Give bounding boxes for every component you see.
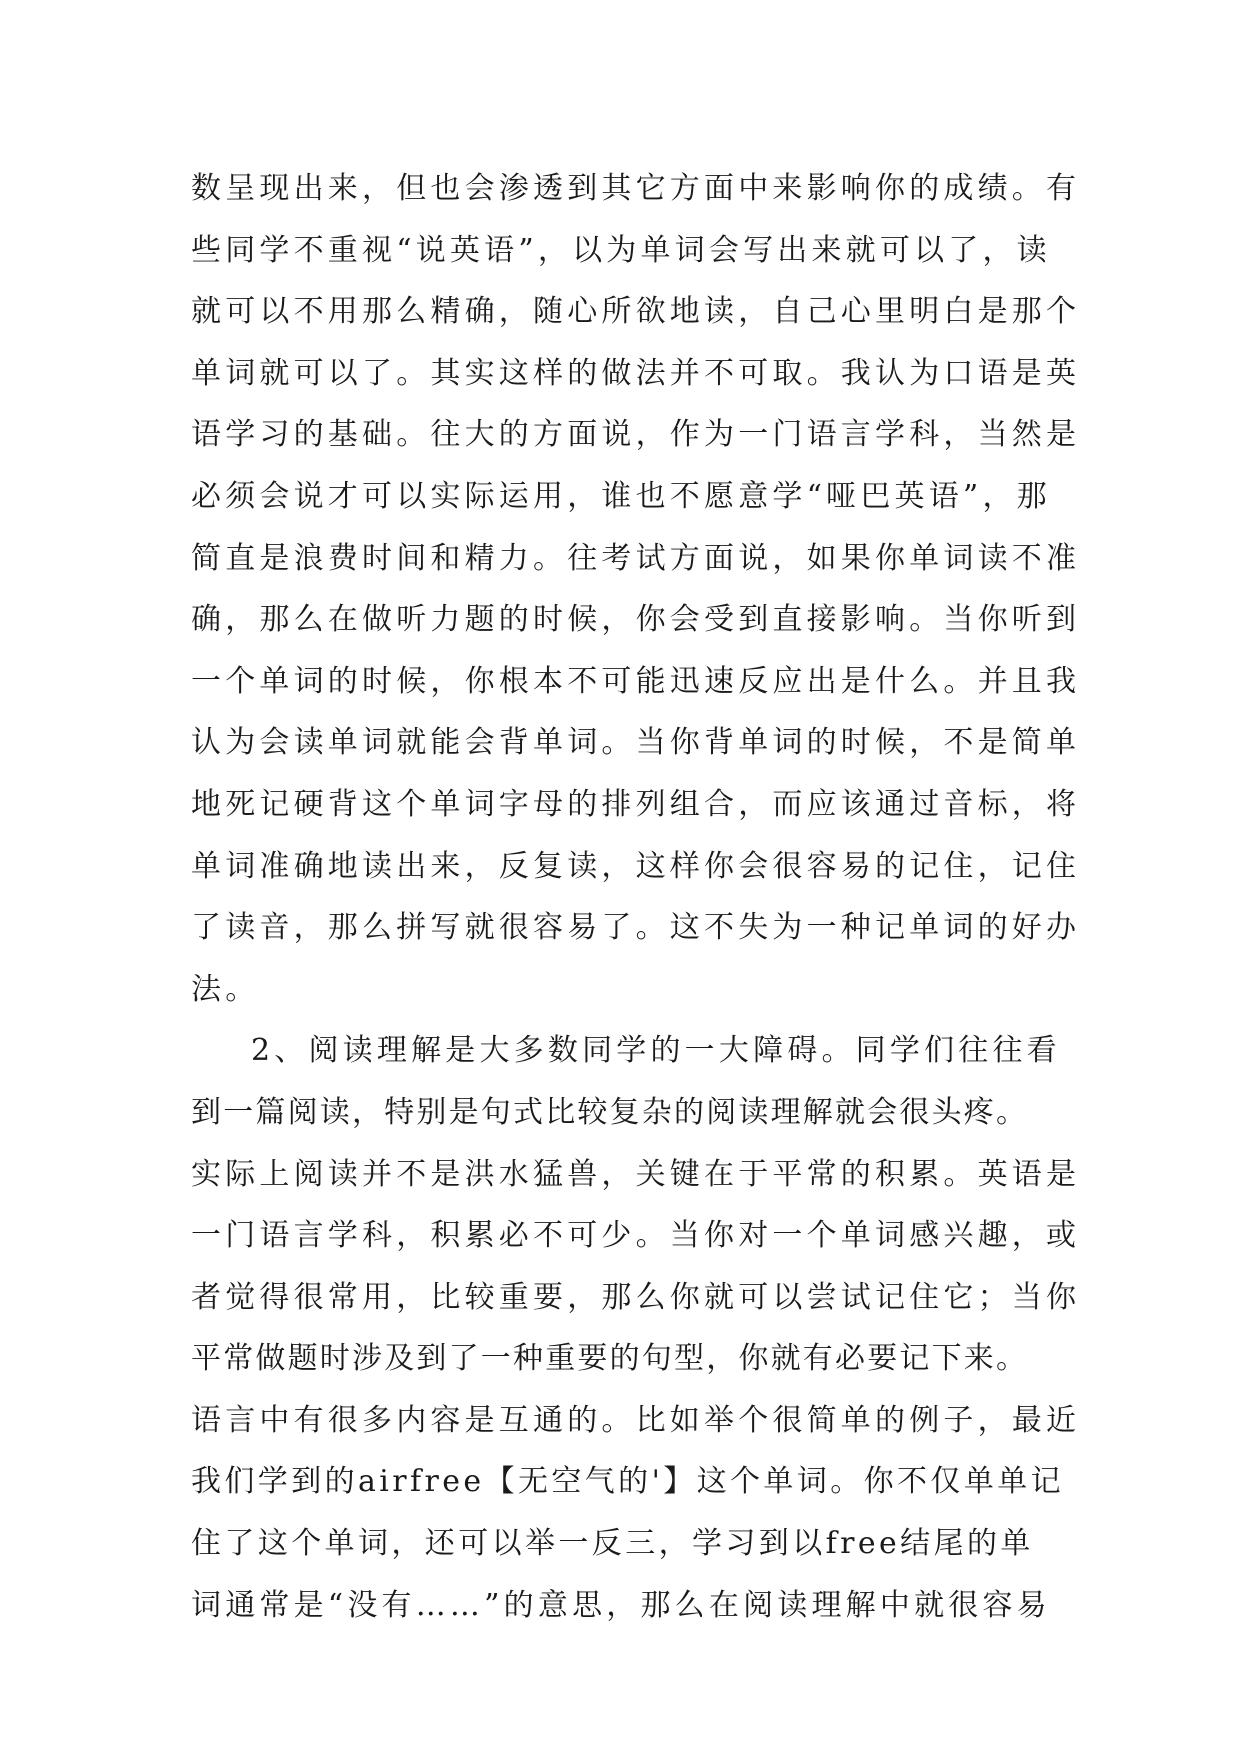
text-line: 我们学到的airfree【无空气的'】这个单词。你不仅单单记 — [191, 1464, 1065, 1500]
text-line: 单词准确地读出来，反复读，这样你会很容易的记住，记住 — [191, 848, 1081, 884]
text-line: 者觉得很常用，比较重要，那么你就可以尝试记住它；当你 — [191, 1279, 1081, 1315]
text-line: 语言中有很多内容是互通的。比如举个很简单的例子，最近 — [191, 1402, 1081, 1438]
text-line: 单词就可以了。其实这样的做法并不可取。我认为口语是英 — [191, 355, 1081, 391]
text-line: 认为会读单词就能会背单词。当你背单词的时候，不是简单 — [191, 725, 1081, 761]
text-line: 实际上阅读并不是洪水猛兽，关键在于平常的积累。英语是 — [191, 1156, 1081, 1192]
text-line: 地死记硬背这个单词字母的排列组合，而应该通过音标，将 — [191, 786, 1081, 822]
text-line: 必须会说才可以实际运用，谁也不愿意学“哑巴英语”，那 — [191, 478, 1051, 514]
text-line: 就可以不用那么精确，随心所欲地读，自己心里明白是那个 — [191, 294, 1081, 330]
text-line: 了读音，那么拼写就很容易了。这不失为一种记单词的好办 — [191, 910, 1081, 946]
text-line: 些同学不重视“说英语”，以为单词会写出来就可以了，读 — [191, 232, 1051, 268]
text-line: 简直是浪费时间和精力。往考试方面说，如果你单词读不准 — [191, 540, 1081, 576]
text-line: 一门语言学科，积累必不可少。当你对一个单词感兴趣，或 — [191, 1218, 1081, 1254]
text-line: 2、阅读理解是大多数同学的一大障碍。同学们往往看 — [251, 1033, 1061, 1069]
body-text — [191, 158, 1081, 1636]
paragraph — [191, 1020, 1081, 1636]
text-line: 一个单词的时候，你根本不可能迅速反应出是什么。并且我 — [191, 663, 1081, 699]
paragraph — [191, 158, 1081, 1020]
text-line: 词通常是“没有……”的意思，那么在阅读理解中就很容易 — [191, 1587, 1051, 1623]
text-line: 住了这个单词，还可以举一反三，学习到以free结尾的单 — [191, 1526, 1034, 1562]
text-line: 到一篇阅读，特别是句式比较复杂的阅读理解就会很头疼。 — [191, 1094, 1029, 1130]
text-line: 平常做题时涉及到了一种重要的句型，你就有必要记下来。 — [191, 1341, 1029, 1377]
text-line: 法。 — [191, 971, 260, 1007]
text-line: 数呈现出来，但也会渗透到其它方面中来影响你的成绩。有 — [191, 171, 1081, 206]
text-line: 确，那么在做听力题的时候，你会受到直接影响。当你听到 — [191, 602, 1081, 638]
text-line: 语学习的基础。往大的方面说，作为一门语言学科，当然是 — [191, 417, 1081, 453]
